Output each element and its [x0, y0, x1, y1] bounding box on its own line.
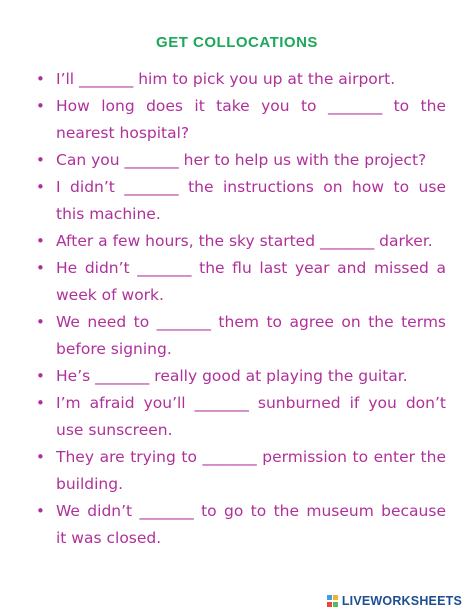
bullet-icon: • — [36, 178, 45, 196]
sentence-line: He’s _______ really good at playing the guitar. — [56, 367, 408, 385]
bullet-icon: • — [36, 367, 45, 385]
bullet-icon: • — [36, 502, 45, 520]
bullet-icon: • — [36, 232, 45, 250]
bullet-icon: • — [36, 97, 45, 115]
sentence-line: He didn’t _______ the flu last year and missed a — [56, 259, 446, 277]
exercise-item — [34, 228, 446, 255]
exercise-item — [34, 498, 446, 552]
logo-square — [327, 602, 332, 607]
exercise-item — [34, 255, 446, 309]
bullet-icon: • — [36, 259, 45, 277]
sentence-line: How long does it take you to _______ to the — [56, 97, 446, 115]
logo-square — [333, 602, 338, 607]
exercise-item — [34, 93, 446, 147]
sentence-line: I’ll _______ him to pick you up at the airport. — [56, 70, 396, 88]
sentence-line: building. — [56, 475, 124, 493]
sentence-line: Can you _______ her to help us with the project? — [56, 151, 427, 169]
bullet-icon: • — [36, 151, 45, 169]
brand-name: LIVEWORKSHEETS — [341, 594, 462, 608]
liveworksheets-logo — [327, 593, 462, 609]
logo-square — [333, 595, 338, 600]
exercise-item — [34, 390, 446, 444]
bullet-icon: • — [36, 70, 45, 88]
worksheet-title: GET COLLOCATIONS — [156, 34, 318, 51]
sentence-line: week of work. — [56, 286, 164, 304]
liveworksheets-logo-icon — [327, 595, 339, 607]
exercise-item — [34, 174, 446, 228]
sentence-line: They are trying to _______ permission to enter the — [56, 448, 446, 466]
sentence-line: We need to _______ them to agree on the terms — [56, 313, 446, 331]
sentence-line: this machine. — [56, 205, 161, 223]
sentence-line: I didn’t _______ the instructions on how to use — [56, 178, 446, 196]
exercise-list — [34, 66, 446, 552]
logo-square — [327, 595, 332, 600]
exercise-item — [34, 66, 446, 93]
exercise-item — [34, 309, 446, 363]
sentence-line: nearest hospital? — [56, 124, 190, 142]
sentence-line: before signing. — [56, 340, 172, 358]
sentence-line: After a few hours, the sky started _______ darker. — [56, 232, 433, 250]
exercise-item — [34, 363, 446, 390]
sentence-line: We didn’t _______ to go to the museum because — [56, 502, 446, 520]
bullet-icon: • — [36, 448, 45, 466]
bullet-icon: • — [36, 313, 45, 331]
sentence-line: I’m afraid you’ll _______ sunburned if you don’t — [56, 394, 446, 412]
sentence-line: it was closed. — [56, 529, 162, 547]
bullet-icon: • — [36, 394, 45, 412]
sentence-line: use sunscreen. — [56, 421, 173, 439]
exercise-item — [34, 444, 446, 498]
exercise-item — [34, 147, 446, 174]
